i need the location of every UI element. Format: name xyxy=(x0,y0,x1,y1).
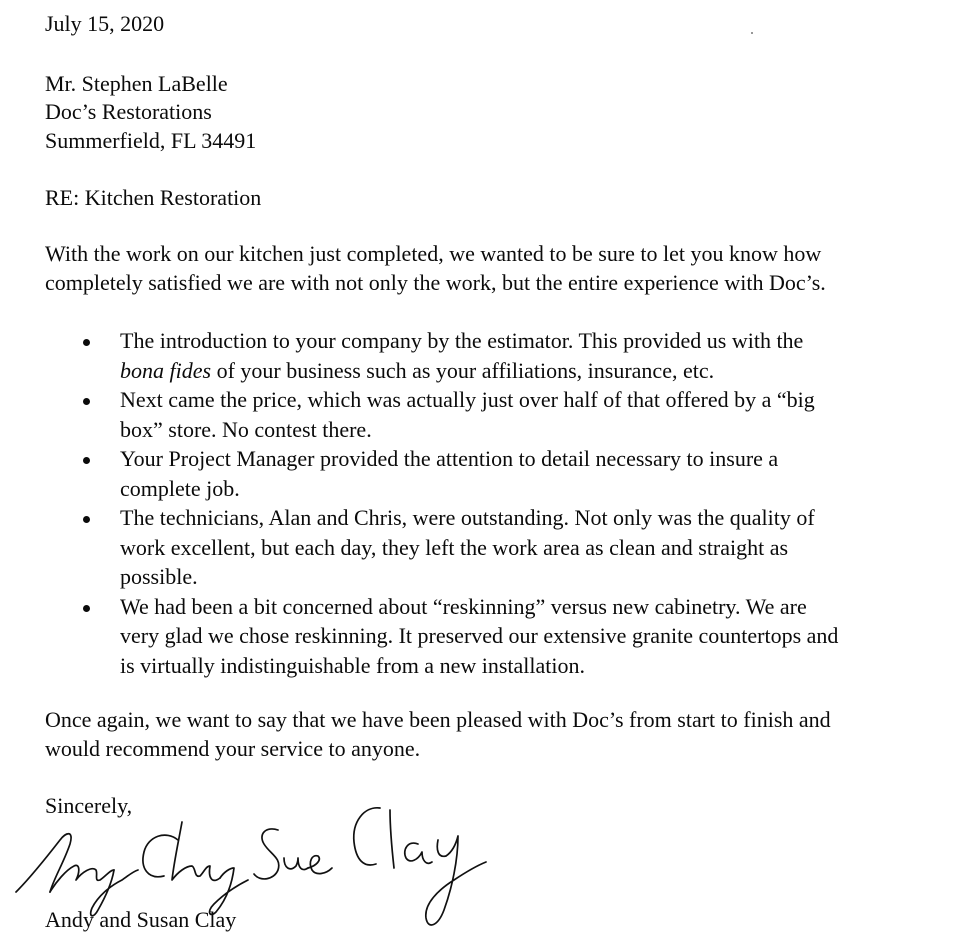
closing-line: would recommend your service to anyone. xyxy=(45,736,421,761)
bullet-line xyxy=(120,474,975,504)
bullet-text: box” store. No contest there. xyxy=(120,416,372,442)
bullet-text: of your business such as your affiliations, insurance, etc. xyxy=(211,357,715,383)
bullet-text: very glad we chose reskinning. It preserved our extensive granite countertops and xyxy=(120,623,839,648)
bullet-dot-icon xyxy=(83,398,90,405)
bullet-line xyxy=(120,503,975,533)
bullet-text: Your Project Manager provided the attention to detail necessary to insure a xyxy=(120,446,779,471)
signers-names: Andy and Susan Clay xyxy=(45,907,237,932)
bullet-line xyxy=(120,415,975,445)
bullet-line xyxy=(120,562,975,592)
scan-speck xyxy=(751,32,753,34)
recipient-city-line: Summerfield, FL 34491 xyxy=(45,128,257,153)
bullet-line xyxy=(120,592,975,622)
bullet-dot-icon xyxy=(83,516,90,523)
bullet-text: The introduction to your company by the estimator. This provided us with the xyxy=(120,328,804,353)
recipient-name: Mr. Stephen LaBelle xyxy=(45,71,228,96)
bullet-item xyxy=(45,385,975,444)
bullet-dot-icon xyxy=(83,339,90,346)
bullet-item xyxy=(45,444,975,503)
bullet-list xyxy=(45,326,975,680)
bullet-text: The technicians, Alan and Chris, were outstanding. Not only was the quality of xyxy=(120,505,815,530)
recipient-company: Doc’s Restorations xyxy=(45,99,212,124)
bullet-item xyxy=(45,592,975,681)
bullet-text: complete job. xyxy=(120,475,240,501)
bullet-line xyxy=(120,326,975,356)
bullet-line xyxy=(120,533,975,563)
bullet-text: Next came the price, which was actually just over half of that offered by a “big xyxy=(120,387,815,412)
bullet-line xyxy=(120,356,975,386)
bullet-line xyxy=(120,444,975,474)
intro-line: With the work on our kitchen just completed, we wanted to be sure to let you know how xyxy=(45,241,822,266)
bullet-item xyxy=(45,326,975,385)
re-line: RE: Kitchen Restoration xyxy=(45,185,262,210)
bullet-text: We had been a bit concerned about “reskinning” versus new cabinetry. We are xyxy=(120,593,807,619)
bullet-text: work excellent, but each day, they left the work area as clean and straight as xyxy=(120,534,789,560)
bullet-dot-icon xyxy=(83,457,90,464)
sign-off: Sincerely, xyxy=(45,793,133,818)
closing-line: Once again, we want to say that we have been pleased with Doc’s from start to finish and xyxy=(45,707,831,732)
bullet-text: is virtually indistinguishable from a new installation. xyxy=(120,652,585,678)
letter-date: July 15, 2020 xyxy=(45,11,165,36)
italic-phrase: bona fides xyxy=(120,357,212,383)
bullet-item xyxy=(45,503,975,592)
intro-line: completely satisfied we are with not only the work, but the entire experience with Doc’s. xyxy=(45,270,826,295)
bullet-line xyxy=(120,651,975,681)
bullet-dot-icon xyxy=(83,605,90,612)
bullet-text: possible. xyxy=(120,564,198,589)
bullet-line xyxy=(120,621,975,651)
bullet-line xyxy=(120,385,975,415)
